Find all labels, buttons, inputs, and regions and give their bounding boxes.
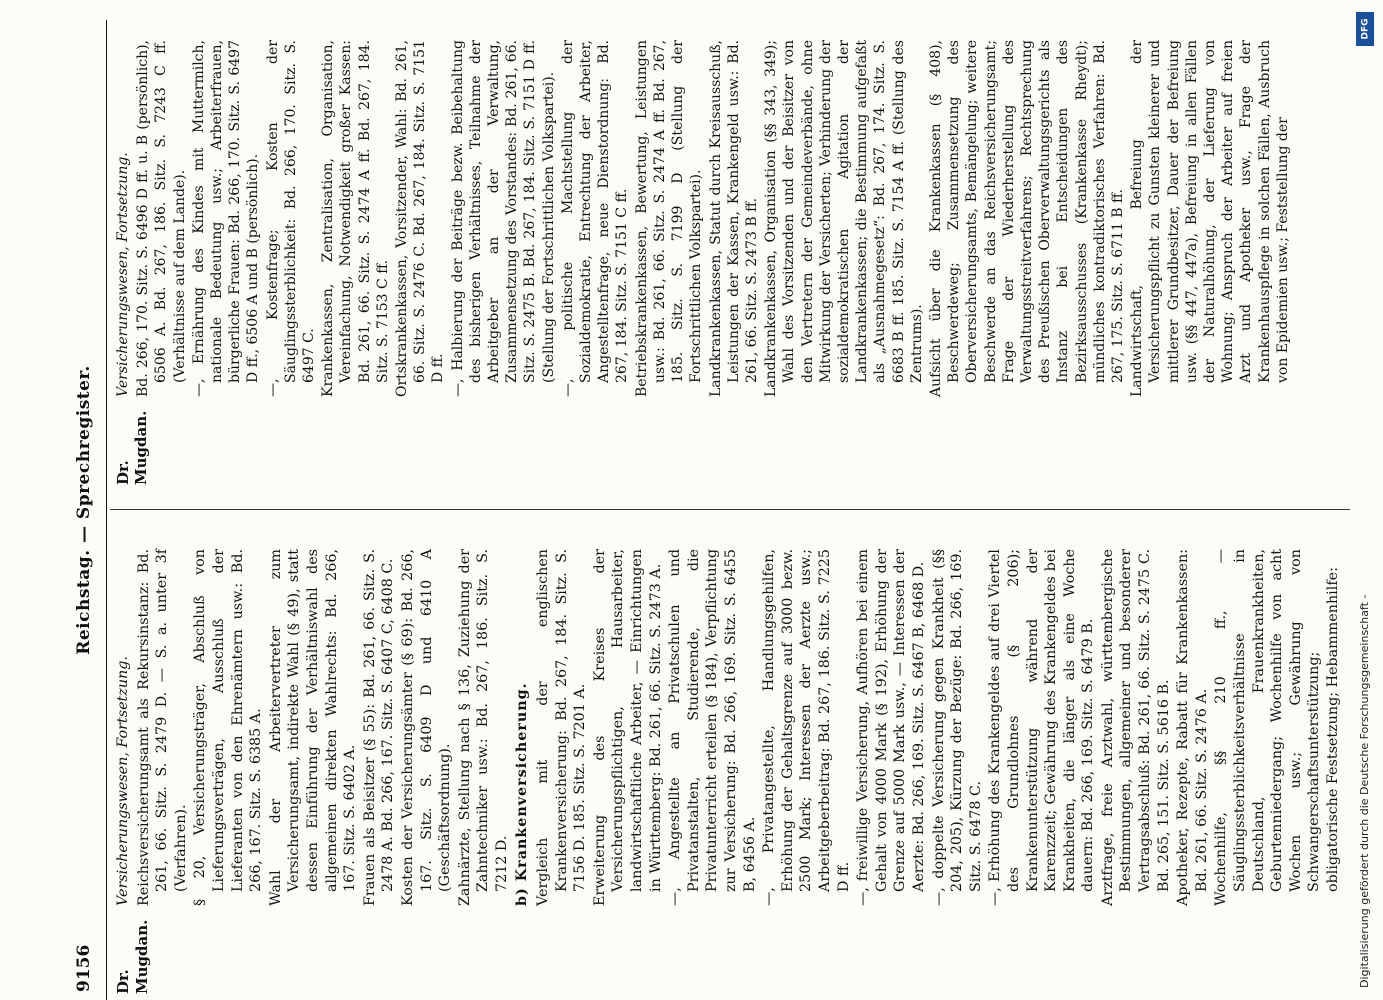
register-entry: Vergleich mit der englischen Krankenversicherung: Bd. 267, 184. Sitz. S. 7156 D. 185. Sitz. S. 7201 A.: [535, 549, 589, 906]
register-entry: Landwirtschaft, Befreiung der Versicherungspflicht zu Gunsten kleinerer und mittlerer Grundbesitzer, Dauer der Befreiung usw. (§§ 447, 447a), Befreiung in allen Fällen der Naturalhöhung, der Lieferung von Wohnung; Anspruch der Arbeiter auf freien Arzt und Apotheker usw., Frage der Krankenhauspflege in solchen Fällen, Ausbruch von Epidemien usw.; Feststellung der: [1129, 40, 1291, 397]
register-entry: Krankenkassen, Zentralisation, Organisation, Vereinfachung, Notwendigkeit großer Kassen: Bd. 261, 66. Sitz. S. 2474 A ff. Bd. 267, 184. Sitz. S. 7153 C ff.: [320, 40, 391, 397]
register-entry: Kosten der Versicherungsämter (§ 69): Bd. 266, 167. Sitz. S. 6409 D und 6410 A (Geschäftsordnung).: [399, 549, 454, 906]
register-entry: —, politische Machtstellung der Sozialdemokratie, Entrechtung der Arbeiter, Angestelltenfrage, neue Dienstordnung: Bd. 267, 184. Sitz. S. 7151 C ff.: [559, 40, 631, 397]
dfg-logo: DFG: [1356, 12, 1374, 46]
register-entry: Frauen als Beisitzer (§ 55): Bd. 261, 66. Sitz. S. 2478 A. Bd. 266, 167. Sitz. S. 6407 C, 6408 C.: [361, 549, 397, 906]
page-header: [66, 20, 107, 1000]
register-entry: —, Kostenfrage; Kosten der Säuglingssterblichkeit: Bd. 266, 170. Sitz. S. 6497 C.: [264, 40, 318, 397]
section-heading: b) Krankenversicherung.: [514, 682, 531, 906]
register-entry: —, Angestellte an Privatschulen und Privatanstalten, Studierende, die Privatunterricht erteilen (§ 184), Verpflichtung zur Versicherung: Bd. 266, 169. Sitz. S. 6455 B, 6456 A.: [667, 549, 758, 906]
register-entry: Ortskrankenkassen, Vorsitzender, Wahl: Bd. 261, 66. Sitz. S. 2476 C. Bd. 267, 184. Sitz. S. 7151 D ff.: [394, 40, 447, 397]
speaker-name: Dr. Mugdan.: [114, 410, 151, 485]
register-entry: —, freiwillige Versicherung, Aufhören bei einem Gehalt von 4000 Mark (§ 192), Erhöhung der Grenze auf 5000 Mark usw., — Interessen der Aerzte: Bd. 266, 169. Sitz. S. 6467 B, 6468 D.: [855, 549, 927, 906]
page-title: Reichstag. — Sprechregister.: [74, 365, 94, 655]
register-entry: Apotheker, Rezepte, Rabatt für Krankenkassen: Bd. 261, 66. Sitz. S. 2476 A.: [1175, 549, 1210, 906]
register-entry: —, Halbierung der Beiträge bezw. Beibehaltung des bisherigen Verhältnisses, Teilnahme der Arbeitgeber an der Verwaltung, Zusammensetzung des Vorstandes: Bd. 261, 66. Sitz. S. 2475 B. Bd. 267, 184. Sitz. S. 7151 D ff. (Stellung der Fortschrittlichen Volkspartei).: [449, 40, 557, 397]
page-number: 9156: [74, 944, 94, 992]
right-column: [114, 40, 1293, 485]
register-entry: Zahnärzte, Stellung nach § 136, Zuziehung der Zahntechniker usw.: Bd. 267, 186. Sitz. S. 7212 D.: [456, 549, 510, 906]
column-divider: [110, 509, 1350, 510]
left-column-body: [114, 549, 1343, 906]
register-entry: Arztfrage, freie Arztwahl, württembergische Bestimmungen, allgemeiner und besonderer Vertragsabschluß: Bd. 261, 66. Sitz. S. 2475 C. Bd. 265, 151. Sitz. S. 5616 B.: [1099, 549, 1172, 906]
digitization-note: [1356, 12, 1378, 988]
register-page: [66, 20, 1366, 1000]
digitization-credit: Digitalisierung gefördert durch die Deutsche Forschungsgemeinschaft -: [1358, 594, 1371, 988]
topic-heading: Versicherungswesen, Fortsetzung.: [115, 152, 131, 397]
register-entry: —, Ernährung des Kindes mit Muttermilch, nationale Bedeutung usw.; Arbeiterfrauen, bürgerliche Frauen: Bd. 266, 170. Sitz. S. 6497 D ff., 6506 A und B (persönlich).: [190, 40, 262, 397]
register-entry: —, Erhöhung des Krankengeldes auf drei Viertel des Grundlohnes (§ 206); Krankenunterstützung während der Karenzzeit; Gewährung des Krankengeldes bei Krankheiten, die länger als eine Woche dauern: Bd. 266, 169. Sitz. S. 6479 B.: [987, 549, 1097, 906]
register-entry: Aufsicht über die Krankenkassen (§ 408), Beschwerdeweg; Zusammensetzung des Oberversicherungsamts, Bemängelung; weitere Beschwerde an das Reichsversicherungsamt; Frage der Wiederherstellung des Verwaltungsstreitverfahrens; Rechtsprechung des Preußischen Oberverwaltungsgerichts als Instanz bei Entscheidungen des Bezirksausschusses (Krankenkasse Rheydt); mündliches kontradiktorisches Verfahren: Bd. 267, 175. Sitz. S. 6711 B ff.: [927, 40, 1126, 397]
register-entry: —, doppelte Versicherung gegen Krankheit (§§ 204, 205), Kürzung der Bezüge: Bd. 266, 169. Sitz. S. 6478 C.: [930, 549, 984, 906]
register-entry: Wochenhilfe, §§ 210 ff., — Säuglingssterblichkeitsverhältnisse in Deutschland, Frauenkrankheiten, Geburtenniedergang; Wochenhilfe von acht Wochen usw.; Gewährung von Schwangerschaftsunterstützung; obligatorische Festsetzung; Hebammenhilfe:: [1213, 549, 1341, 906]
register-entry: —, Privatangestellte, Handlungsgehilfen, Erhöhung der Gehaltsgrenze auf 3000 bezw. 2500 Mark; Interessen der Aerzte usw.; Arbeitgeberbeitrag: Bd. 267, 186. Sitz. S. 7225 D ff.: [761, 549, 852, 906]
register-entry: § 20, Versicherungsträger, Abschluß von Lieferungsverträgen, Ausschluß der Lieferanten von den Ehrenämtern usw.: Bd. 266, 167. Sitz. S. 6385 A.: [192, 549, 265, 906]
speaker-name: Dr. Mugdan.: [114, 919, 151, 994]
register-entry: Reichsversicherungsamt als Rekursinstanz: Bd. 261, 66. Sitz. S. 2479 D. — S. a. unter 3f (Verfahren).: [135, 549, 189, 906]
register-entry: Wahl der Arbeitervertreter zum Versicherungsamt, indirekte Wahl (§ 49), statt dessen Einführung der Verhältniswahl des allgemeinen direkten Wahlrechts: Bd. 266, 167. Sitz. S. 6402 A.: [267, 549, 359, 906]
register-entry: Landkrankenkassen, Organisation (§§ 343, 349); Wahl des Vorsitzenden und der Beisitzer von den Vertretern der Gemeindeverbände, ohne Mitwirkung der Versicherten; Verhinderung der sozialdemokratischen Agitation der Landkrankenkassen; die Bestimmung aufgefaßt als „Ausnahmegesetz“: Bd. 267, 174. Sitz. S. 6683 B ff. 185. Sitz. S. 7154 A ff. (Stellung des Zentrums).: [763, 40, 925, 397]
register-entry: Bd. 266, 170. Sitz. S. 6496 D ff. u. B (persönlich), 6506 A. Bd. 267, 186. Sitz. S. 7243 C ff. (Verhältnisse auf dem Lande).: [135, 40, 188, 397]
left-column: [114, 549, 1344, 994]
topic-heading: Versicherungswesen, Fortsetzung.: [115, 656, 131, 906]
register-entry: Landkrankenkassen, Statut durch Kreisausschuß, Leistungen der Kassen, Krankengeld usw.: Bd. 261, 66. Sitz. S. 2473 B ff.: [707, 40, 760, 397]
right-column-body: [114, 40, 1292, 397]
register-entry: Erweiterung des Kreises der Versicherungspflichtigen, Hausarbeiter, landwirtschaftliche Arbeiter, — Einrichtungen in Württemberg: Bd. 261, 66. Sitz. S. 2473 A.: [591, 549, 664, 906]
register-entry: Betriebskrankenkassen, Bewertung, Leistungen usw.: Bd. 261, 66. Sitz. S. 2474 A ff. Bd. 267, 185. Sitz. S. 7199 D (Stellung der Fortschrittlichen Volkspartei).: [633, 40, 705, 397]
